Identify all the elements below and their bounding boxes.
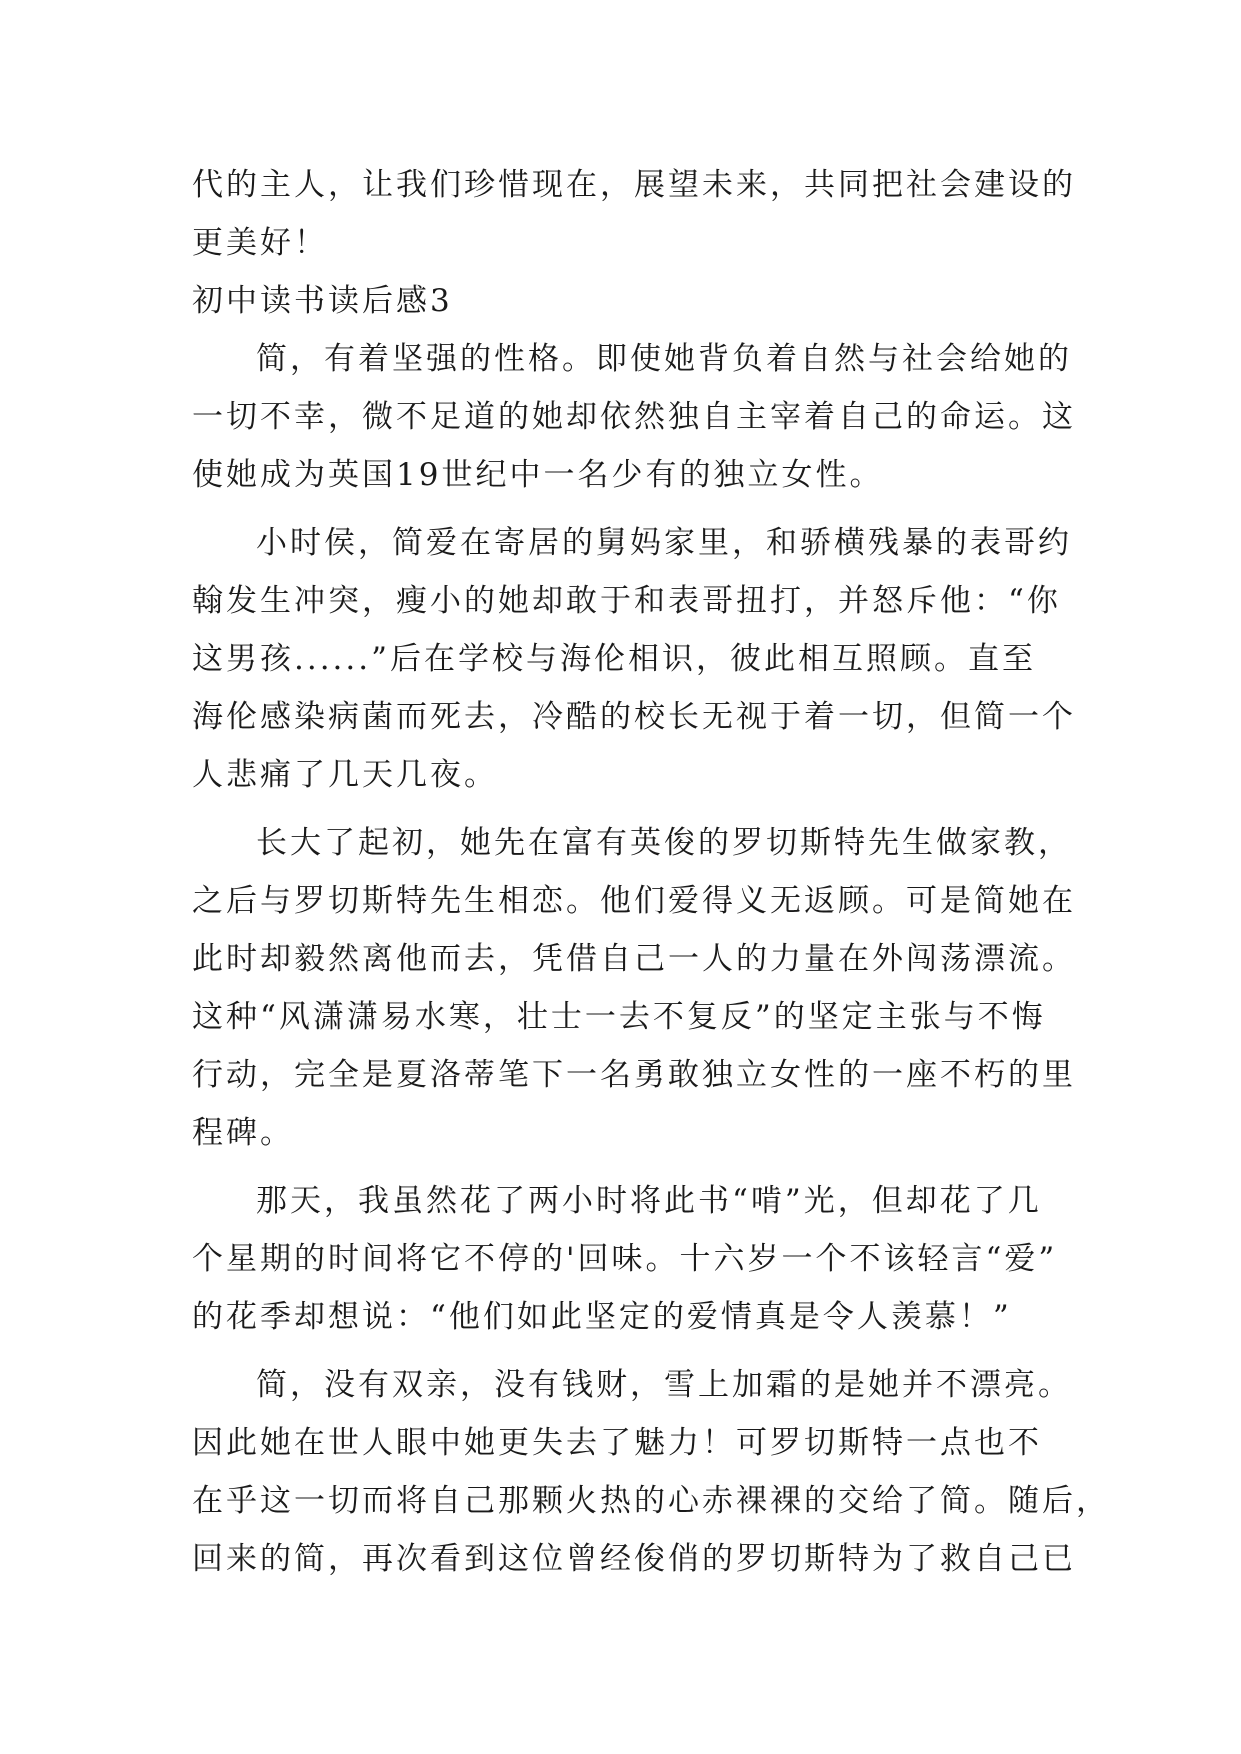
text-line: 这种“风潇潇易水寒，壮士一去不复反”的坚定主张与不悔 xyxy=(192,999,1046,1035)
document-body xyxy=(192,156,1110,1588)
text-line: 一切不幸，微不足道的她却依然独自主宰着自己的命运。这 xyxy=(192,399,1076,435)
text-line: 程碑。 xyxy=(192,1115,294,1151)
text-line: 长大了起初，她先在富有英俊的罗切斯特先生做家教， xyxy=(256,825,1072,861)
text-line: 简，有着坚强的性格。即使她背负着自然与社会给她的 xyxy=(256,341,1072,377)
text-line: 更美好！ xyxy=(192,225,328,261)
text-line: 此时却毅然离他而去，凭借自己一人的力量在外闯荡漂流。 xyxy=(192,941,1076,977)
text-line: 个星期的时间将它不停的'回味。十六岁一个不该轻言“爱” xyxy=(192,1241,1058,1277)
text-line: 代的主人，让我们珍惜现在，展望未来，共同把社会建设的 xyxy=(192,167,1076,203)
paragraph xyxy=(192,330,1076,504)
text-line: 之后与罗切斯特先生相恋。他们爱得义无返顾。可是简她在 xyxy=(192,883,1076,919)
text-line: 海伦感染病菌而死去，冷酷的校长无视于着一切，但简一个 xyxy=(192,699,1076,735)
text-line: 行动，完全是夏洛蒂笔下一名勇敢独立女性的一座不朽的里 xyxy=(192,1057,1076,1093)
paragraph xyxy=(192,514,1076,804)
text-line: 在乎这一切而将自己那颗火热的心赤裸裸的交给了简。随后， xyxy=(192,1483,1110,1519)
paragraph-spacer xyxy=(192,804,1052,814)
text-line: 的花季却想说：“他们如此坚定的爱情真是令人羡慕！” xyxy=(192,1299,1012,1335)
text-line: 因此她在世人眼中她更失去了魅力！可罗切斯特一点也不 xyxy=(192,1425,1042,1461)
text-line: 使她成为英国19世纪中一名少有的独立女性。 xyxy=(192,457,884,493)
text-line: 小时侯，简爱在寄居的舅妈家里，和骄横残暴的表哥约 xyxy=(256,525,1072,561)
paragraph-spacer xyxy=(192,1346,1052,1356)
text-line: 那天，我虽然花了两小时将此书“啃”光，但却花了几 xyxy=(256,1183,1042,1219)
paragraph-spacer xyxy=(192,1162,1052,1172)
text-line: 人悲痛了几天几夜。 xyxy=(192,757,498,793)
paragraph xyxy=(192,814,1076,1162)
text-line: 回来的简，再次看到这位曾经俊俏的罗切斯特为了救自己已 xyxy=(192,1541,1076,1577)
text-line: 这男孩......”后在学校与海伦相识，彼此相互照顾。直至 xyxy=(192,641,1036,677)
paragraph-spacer xyxy=(192,504,1052,514)
text-line: 翰发生冲突，瘦小的她却敢于和表哥扭打，并怒斥他：“你 xyxy=(192,583,1061,619)
paragraph xyxy=(192,1172,1058,1346)
heading-text: 初中读书读后感3 xyxy=(192,283,453,319)
paragraph xyxy=(192,1356,1110,1588)
paragraph-continuation xyxy=(192,156,1076,272)
text-line: 简，没有双亲，没有钱财，雪上加霜的是她并不漂亮。 xyxy=(256,1367,1072,1403)
section-heading xyxy=(192,272,1052,330)
